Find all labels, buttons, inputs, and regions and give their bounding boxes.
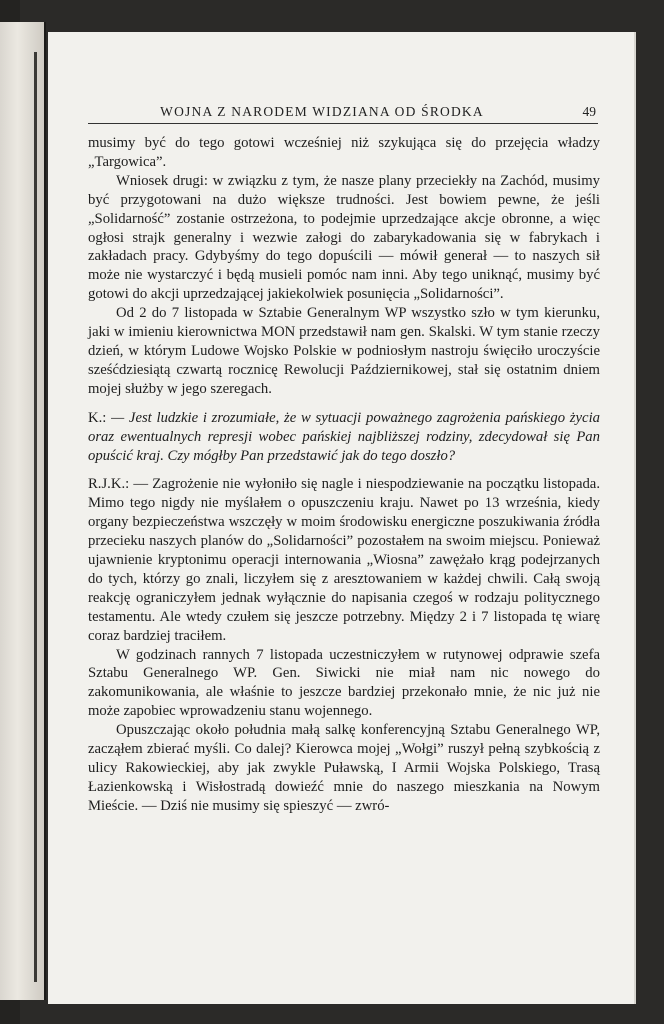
answer-paragraph-2: W godzinach rannych 7 listopada uczestniczyłem w rutynowej odprawie szefa Sztabu Generalnego WP. Gen. Siwicki nie miał nam nic nowego do zakomunikowania, ale właśnie to jeszcze bardziej przekonało mnie, że nic już nie może zapobiec wprowadzeniu stanu wojennego. (88, 646, 600, 720)
interviewer-label: K.: (88, 409, 107, 426)
left-page-edge (0, 22, 46, 1000)
interviewer-question-text: — Jest ludzkie i zrozumiałe, że w sytuacji poważnego zagrożenia pańskiego życia oraz ewentualnych represji wobec pańskiej najbliższej rodziny, zdecydował się Pan opuścić kraj. Czy mógłby Pan przedstawić jak do tego doszło? (88, 409, 600, 464)
page-body (88, 134, 600, 816)
left-page-binding-shadow (34, 52, 37, 982)
paragraph-wniosek: Wniosek drugi: w związku z tym, że nasze plany przeciekły na Zachód, musimy być przygotowani na dużo większe trudności. Jest bowiem pewne, że jeśli „Solidarność” zostanie ostrzeżona, to podejmie uprzedzające akcje obronne, a więc ogłosi strajk generalny i wezwie załogi do zabarykadowania się w fabrykach i zakładach pracy. Gdybyśmy do tego dopuścili — mówił generał — to naszych sił może nie wystarczyć i będą musieli pomóc nam inni. Aby tego uniknąć, musimy być gotowi do akcji uprzedzającej jakiekolwiek posunięcia „Solidarności”. (88, 172, 600, 303)
page-number: 49 (582, 104, 596, 119)
answer-paragraph-3: Opuszczając około południa małą salkę konferencyjną Sztabu Generalnego WP, zacząłem zbierać myśli. Co dalej? Kierowca mojej „Wołgi” ruszył pełną szybkością z ulicy Rakowieckiej, aby jak zwykle Puławską, I Armii Wojska Polskiego, Trasą Łazienkowską i Wisłostradą dowieźć mnie do naszego mieszkania na Nowym Mieście. — Dziś nie musimy się spieszyć — zwró- (88, 722, 600, 814)
interviewer-question (88, 409, 600, 466)
header-rule (88, 123, 598, 124)
book-page (48, 32, 634, 1004)
paragraph-continuation: musimy być do tego gotowi wcześniej niż szykująca się do przejęcia władzy „Targowica”. (88, 135, 600, 170)
running-title: WOJNA Z NARODEM WIDZIANA OD ŚRODKA (160, 104, 484, 119)
running-head (88, 104, 602, 124)
answer-paragraph-1: R.J.K.: — Zagrożenie nie wyłoniło się nagle i niespodziewanie na początku listopada. Mimo tego nigdy nie myślałem o opuszczeniu kraju. Nawet po 13 września, kiedy organy bezpieczeństwa wszczęły w moim środowisku energiczne poszukiwania źródła przecieku naszych planów do „Solidarności” pozostałem na swoim miejscu. Ponieważ ujawnienie kryptonimu operacji internowania „Wiosna” zawężało krąg podejrzanych do tych, którzy go znali, liczyłem się z aresztowaniem w każdej chwili. Całą swoją reakcję ograniczyłem jednak wyłącznie do napisania czegoś w rodzaju politycznego testamentu. Ale wtedy czułem się jeszcze potrzebny. Między 2 i 7 listopada tę wiarę coraz bardziej traciłem. (88, 476, 600, 644)
paragraph-listopad: Od 2 do 7 listopada w Sztabie Generalnym WP wszystko szło w tym kierunku, jaki w imieniu kierownictwa MON przedstawił nam gen. Skalski. W tym stanie rzeczy dzień, w którym Ludowe Wojsko Polskie w podniosłym nastroju święciło uroczyście sześćdziesiątą czwartą rocznicę Rewolucji Październikowej, stał się ostatnim dniem mojej służby w jego szeregach. (88, 305, 600, 397)
